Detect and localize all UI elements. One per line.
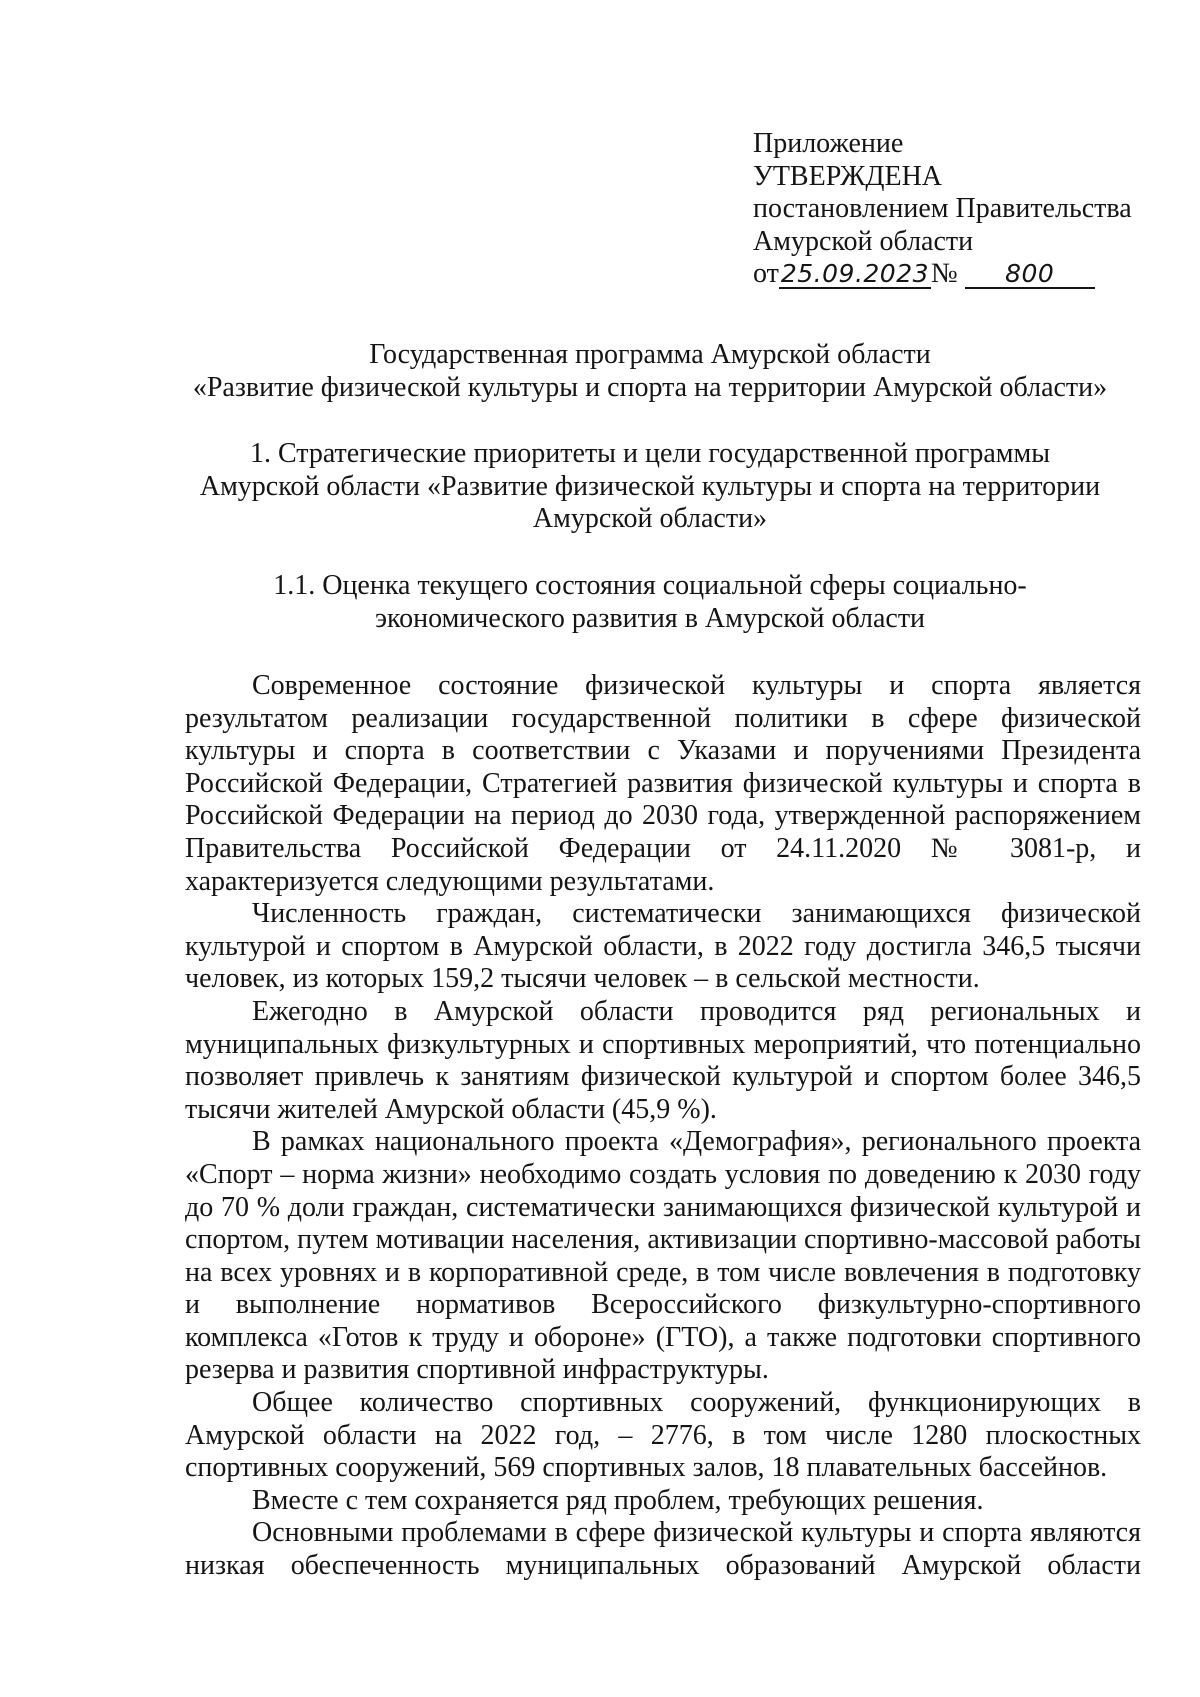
section-1-1-heading	[150, 570, 1150, 635]
section-1-1-heading-line-1: 1.1. Оценка текущего состояния социальной сферы социально-	[273, 570, 1027, 601]
paragraph-citizens-count: Численность граждан, систематически занимающихся физической культурой и спортом в Амурской области, в 2022 году достигла 346,5 тысячи человек, из которых 159,2 тысячи человек – в сельской местности.	[185, 898, 1141, 995]
paragraph-problems-intro: Вместе с тем сохраняется ряд проблем, требующих решения.	[252, 1484, 984, 1516]
approval-block	[753, 128, 1153, 291]
paragraph-main-problems: Основными проблемами в сфере физической культуры и спорта являются низкая обеспеченность муниципальных образований Амурской области	[185, 1517, 1141, 1582]
approval-appendix: Приложение	[753, 128, 904, 159]
paragraph-sports-facilities: Общее количество спортивных сооружений, функционирующих в Амурской области на 2022 год, – 2776, в том числе 1280 плоскостных спортивных сооружений, 569 спортивных залов, 18 плавательных бассейнов.	[185, 1387, 1141, 1484]
paragraph-annual-events: Ежегодно в Амурской области проводится ряд региональных и муниципальных физкультурных и спортивных мероприятий, что потенциально позволяет привлечь к занятиям физической культурой и спортом более 346,5 тысячи жителей Амурской области (45,9 %).	[185, 995, 1141, 1125]
section-1-heading-line-3: Амурской области»	[532, 503, 768, 534]
program-title-line-1: Государственная программа Амурской области	[369, 339, 931, 370]
approval-decree: постановлением Правительства	[753, 193, 1132, 224]
approval-approved: УТВЕРЖДЕНА	[753, 160, 943, 192]
section-1-1-heading-line-2: экономического развития в Амурской области	[374, 602, 926, 634]
date-prefix: от	[753, 258, 779, 289]
section-1-heading-line-2: Амурской области «Развитие физической культуры и спорта на территории	[199, 470, 1101, 502]
section-1-heading	[150, 438, 1150, 536]
program-title	[150, 339, 1150, 404]
paragraph-current-state: Современное состояние физической культуры и спорта является результатом реализации государственной политики в сфере физической культуры и спорта в соответствии с Указами и поручениями Президента Российской Федерации, Стратегией развития физической культуры и спорта в Российской Федерации на период до 2030 года, утвержденной распоряжением Правительства Российской Федерации от 24.11.2020 № 3081-р, и характеризуется следующими результатами.	[185, 670, 1141, 897]
handwritten-date: 25.09.2023	[780, 259, 930, 288]
approval-region: Амурской области	[753, 225, 974, 257]
section-1-heading-line-1: 1. Стратегические приоритеты и цели государственной программы	[249, 438, 1051, 469]
number-label: №	[931, 258, 958, 289]
body-text	[185, 670, 1141, 1583]
approval-date-number-line	[753, 258, 1153, 291]
handwritten-number: 800	[965, 261, 1095, 289]
paragraph-national-project: В рамках национального проекта «Демография», регионального проекта «Спорт – норма жизни» необходимо создать условия по доведению к 2030 году до 70 % доли граждан, систематически занимающихся физической культурой и спортом, путем мотивации населения, активизации спортивно-массовой работы на всех уровнях и в корпоративной среде, в том числе вовлечения в подготовку и выполнение нормативов Всероссийского физкультурно-спортивного комплекса «Готов к труду и обороне» (ГТО), а также подготовки спортивного резерва и развития спортивной инфраструктуры.	[185, 1126, 1141, 1386]
program-title-line-2: «Развитие физической культуры и спорта на территории Амурской области»	[192, 371, 1108, 403]
